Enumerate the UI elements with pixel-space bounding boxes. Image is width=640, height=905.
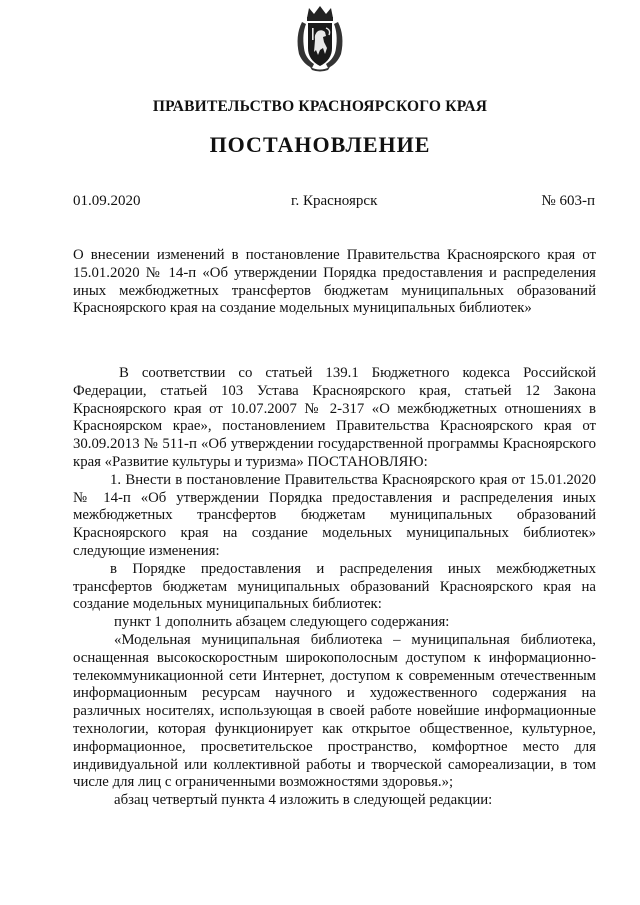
coat-of-arms-icon — [292, 4, 348, 72]
paragraph-item-1: 1. Внести в постановление Правительства Красноярского края от 15.01.2020 № 14-п «Об утверждении Порядка предоставления и распределения иных межбюджетных трансфертов бюджетам муниципальных образований Красноярского края на создание модельных муниципальных библиотек» следующие изменения: — [73, 471, 596, 559]
paragraph-preamble: В соответствии со статьей 139.1 Бюджетного кодекса Российской Федерации, статьей 103 Устава Красноярского края, статьей 12 Закона Красноярского края от 10.07.2007 № 2-317 «О межбюджетных отношениях в Красноярском крае», постановлением Правительства Красноярского края от 30.09.2013 № 511-п «Об утверждении государственной программы Красноярского края «Развитие культуры и туризма» ПОСТАНОВЛЯЮ: — [73, 365, 596, 470]
paragraph-amendments-intro: в Порядке предоставления и распределения иных межбюджетных трансфертов бюджетам муниципальных образований Красноярского края на создание модельных муниципальных библиотек: — [73, 560, 596, 613]
document-number: № 603-п — [541, 193, 595, 209]
document-title: О внесении изменений в постановление Правительства Красноярского края от 15.01.2020 № 14-п «Об утверждении Порядка предоставления и распределения иных межбюджетных трансфертов бюджетам муниципальных образований Красноярского края на создание модельных муниципальных библиотек» — [73, 247, 596, 317]
document-type: ПОСТАНОВЛЕНИЕ — [209, 132, 431, 157]
paragraph-definition: «Модельная муниципальная библиотека – муниципальная библиотека, оснащенная высокоскоростным широкополосным доступом к информационно-телекоммуникационной сети Интернет, доступом к современным отечественным информационным ресурсам научного и художественного содержания на различных носителях, использующая в своей работе новейшие информационные технологии, которая функционирует как открытое общественное, культурное, информационное, просветительское пространство, комфортное место для индивидуальной или коллективной работы и творческой самореализации, в том числе для лиц с ограниченными возможностями здоровья.»; — [73, 631, 596, 791]
paragraph-point-1: пункт 1 дополнить абзацем следующего содержания: — [114, 614, 450, 631]
document-city: г. Красноярск — [291, 193, 378, 209]
document-body — [73, 365, 596, 810]
organization-name: ПРАВИТЕЛЬСТВО КРАСНОЯРСКОГО КРАЯ — [152, 98, 488, 115]
document-date: 01.09.2020 — [73, 193, 141, 209]
paragraph-point-4: абзац четвертый пункта 4 изложить в следующей редакции: — [114, 792, 493, 809]
